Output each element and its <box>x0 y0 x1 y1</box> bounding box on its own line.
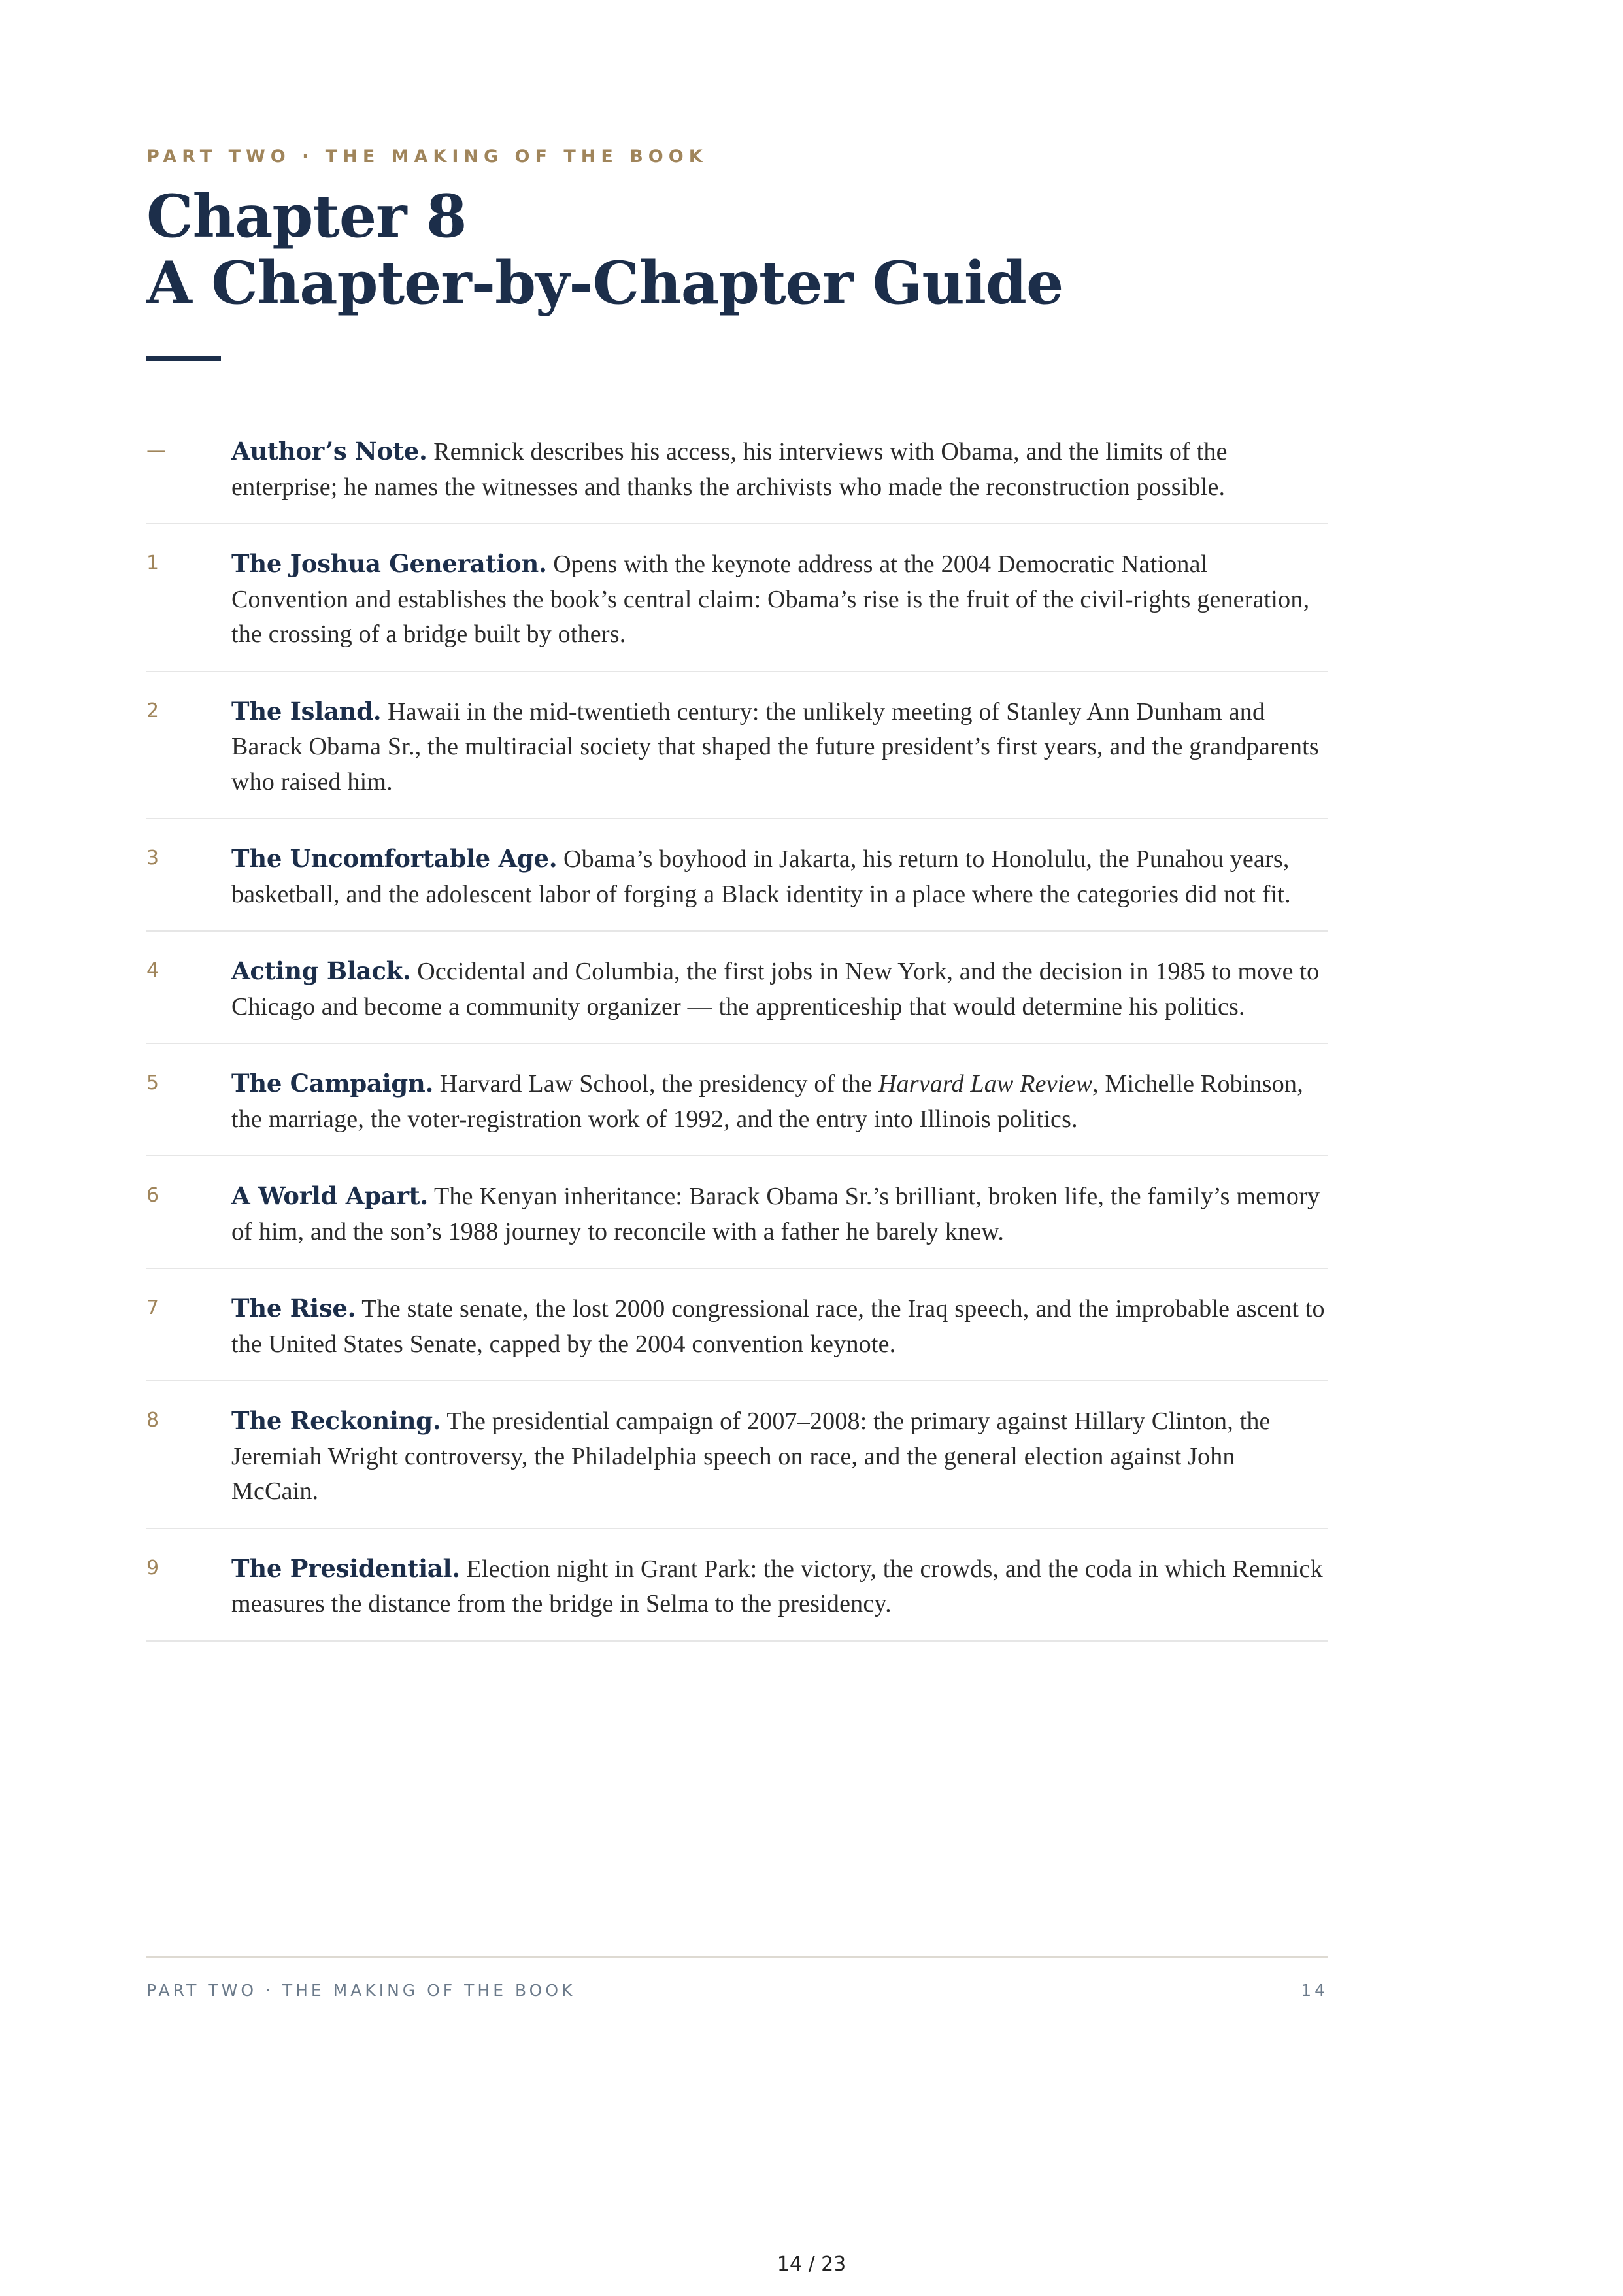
entry-body <box>231 1179 1328 1249</box>
entry-description: The presidential campaign of 2007–2008: the primary against Hillary Clinton, the Jeremiah Wright controversy, the Philadelphia speech on race, and the general election against John McCain. <box>231 1408 1271 1505</box>
journal-title-italic: Harvard Law Review <box>878 1070 1093 1098</box>
title-accent-rule <box>146 356 221 361</box>
entry-body <box>231 1404 1328 1510</box>
footer-divider <box>146 1956 1328 1958</box>
guide-entry-authors-note <box>146 434 1328 524</box>
entry-description: Obama’s boyhood in Jakarta, his return to Honolulu, the Punahou years, basketball, and the adolescent labor of forging a Black identity in a place where the categories did not fit. <box>231 845 1291 908</box>
entry-number: 4 <box>146 959 159 982</box>
entry-body <box>231 434 1328 505</box>
entry-number: 6 <box>146 1184 159 1207</box>
entry-number: 7 <box>146 1296 159 1319</box>
entry-description: The Kenyan inheritance: Barack Obama Sr.’s brilliant, broken life, the family’s memory of him, and the son’s 1988 journey to reconcile with a father he barely knew. <box>231 1183 1320 1245</box>
entry-number: 3 <box>146 847 159 869</box>
guide-entry-chapter-4 <box>146 954 1328 1044</box>
entry-body <box>231 954 1328 1024</box>
chapter-guide-list <box>146 434 1328 1664</box>
folio-page-number: 14 <box>1301 1981 1328 2000</box>
chapter-title-line-2: A Chapter-by-Chapter Guide <box>146 248 1063 318</box>
entry-body <box>231 841 1328 912</box>
entry-title: The Joshua Generation. <box>231 549 547 578</box>
entry-number: 9 <box>146 1556 159 1579</box>
guide-entry-chapter-7 <box>146 1291 1328 1381</box>
entry-title: The Island. <box>231 696 382 726</box>
guide-entry-chapter-2 <box>146 694 1328 820</box>
entry-description: Election night in Grant Park: the victory, the crowds, and the coda in which Remnick measures the distance from the bridge in Selma to the presidency. <box>231 1555 1323 1617</box>
entry-number: 2 <box>146 699 159 722</box>
entry-description-end: , Michelle Robinson, the marriage, the voter-registration work of 1992, and the entry into Illinois politics. <box>231 1070 1303 1133</box>
entry-description: Opens with the keynote address at the 2004 Democratic National Convention and establishes the book’s central claim: Obama’s rise is the fruit of the civil-rights generation, the crossing of a bridge built by others. <box>231 550 1310 648</box>
entry-description: Hawaii in the mid-twentieth century: the unlikely meeting of Stanley Ann Dunham and Barack Obama Sr., the multiracial society that shaped the future president’s first years, and the grandparents who raised him. <box>231 698 1319 796</box>
entry-title: The Presidential. <box>231 1553 460 1583</box>
entry-description-start: Harvard Law School, the presidency of the <box>433 1070 878 1098</box>
entry-title: Author’s Note. <box>231 437 427 465</box>
entry-title: A World Apart. <box>231 1181 428 1210</box>
entry-description: Remnick describes his access, his interviews with Obama, and the limits of the enterprise; he names the witnesses and thanks the archivists who made the reconstruction possible. <box>231 438 1228 501</box>
chapter-title-line-1: Chapter 8 <box>146 182 467 251</box>
guide-entry-chapter-6 <box>146 1179 1328 1269</box>
guide-entry-chapter-3 <box>146 841 1328 932</box>
viewer-page-indicator: 14 / 23 <box>777 2253 846 2276</box>
guide-entry-chapter-5 <box>146 1066 1328 1156</box>
section-kicker: PART TWO · THE MAKING OF THE BOOK <box>146 146 708 167</box>
entry-title: Acting Black. <box>231 956 411 985</box>
entry-body <box>231 547 1328 652</box>
entry-description: Occidental and Columbia, the first jobs in New York, and the decision in 1985 to move to Chicago and become a community organizer — the apprenticeship that would determine his politics. <box>231 958 1320 1021</box>
entry-number: — <box>146 439 166 462</box>
entry-body <box>231 694 1328 800</box>
entry-number: 5 <box>146 1072 159 1094</box>
guide-entry-chapter-8 <box>146 1404 1328 1529</box>
entry-title: The Uncomfortable Age. <box>231 844 558 873</box>
document-page <box>146 0 1328 2296</box>
entry-title: The Reckoning. <box>231 1406 441 1435</box>
entry-body <box>231 1551 1328 1622</box>
entry-body <box>231 1066 1328 1137</box>
entry-number: 1 <box>146 552 159 575</box>
entry-title: The Rise. <box>231 1294 356 1323</box>
chapter-title <box>146 183 1063 316</box>
entry-body <box>231 1291 1328 1362</box>
guide-entry-chapter-9 <box>146 1551 1328 1642</box>
guide-entry-chapter-1 <box>146 547 1328 672</box>
entry-description: The state senate, the lost 2000 congressional race, the Iraq speech, and the improbable ascent to the United States Senate, capped by the 2004 convention keynote. <box>231 1295 1325 1358</box>
entry-number: 8 <box>146 1409 159 1432</box>
entry-title: The Campaign. <box>231 1069 434 1098</box>
running-footer: PART TWO · THE MAKING OF THE BOOK <box>146 1981 576 2000</box>
